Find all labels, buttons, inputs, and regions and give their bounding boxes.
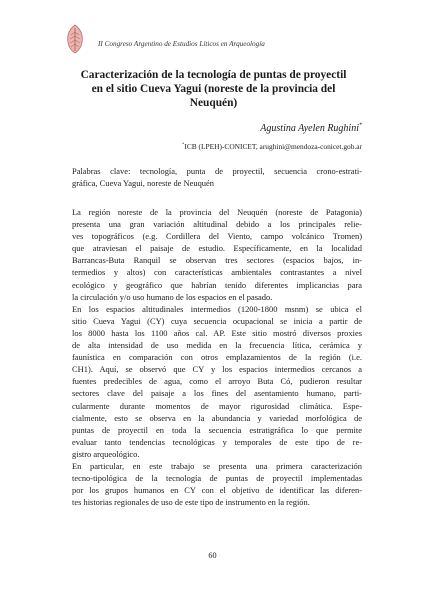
keywords [72, 165, 362, 189]
congress-logo-icon [63, 24, 87, 54]
article-title [66, 68, 361, 111]
keywords-line: Palabras clave: tecnología, punta de proyectil, secuencia crono-estrati- [72, 166, 362, 176]
title-line: Caracterización de la tecnología de puntas de proyectil [80, 69, 347, 81]
body-line: ecológico y geográfico que habrían tenido diferentes implicancias para [72, 279, 362, 290]
body-line: cialmente, esto se observa en la abundancia y variedad morfológica de [72, 412, 362, 423]
body-line: En particular, en este trabajo se presenta una primera caracterización [72, 460, 362, 471]
body-line: sitio Cueva Yagui (CY) cuya secuencia ocupacional se inicia a partir de [72, 315, 362, 326]
body-line: faunística en comparación con otros emplazamientos de la región (i.e. [72, 352, 362, 363]
title-line: Neuquén) [189, 97, 238, 110]
body-line: puntas de proyectil en toda la secuencia estratigráfica lo que permite [72, 424, 362, 435]
body-line: que atraviesan el paisaje de estudio. Específicamente, en la localidad [72, 243, 362, 254]
body-line: por los grupos humanos en CY con el objetivo de identificar las diferen- [72, 485, 362, 496]
body-line: cularmente durante momentos de mayor rigurosidad climática. Espe- [72, 400, 362, 411]
body-line: de alta intensidad de uso medida en la frecuencia lítica, cerámica y [72, 340, 362, 351]
body-line: tes historias regionales de uso de este tipo de instrumento en la región. [72, 497, 310, 508]
body-line: gistro arqueológico. [72, 448, 140, 459]
author-name-text: Agustina Ayelen Rughini [260, 123, 359, 134]
affiliation-footnote-mark: * [182, 141, 185, 147]
author-footnote-mark: * [359, 122, 362, 129]
body-line: los 8000 hasta los 1100 años cal. AP. Este sitio mostró diversos proxies [72, 327, 362, 338]
body-text [72, 206, 362, 508]
body-line: la circulación y/o uso humano de los espacios en el pasado. [72, 291, 273, 302]
affiliation-text: ICB (LPEH)-CONICET, arughini@mendoza-conicet.gob.ar [184, 142, 362, 151]
author-affiliation [112, 142, 362, 151]
body-line: sectores clave del paisaje a los fines del asentamiento humano, parti- [72, 388, 362, 399]
running-header: II Congreso Argentino de Estudios Líticos en Arqueología [98, 40, 265, 48]
page-number: 60 [208, 551, 217, 560]
body-line: ves topográficos (e.g. Cordillera del Viento, campo volcánico Tromen) [72, 231, 362, 242]
body-line: termedios y altos) con características ambientales contrastantes a nivel [72, 267, 362, 278]
title-line: en el sitio Cueva Yagui (noreste de la provincia del [91, 83, 336, 96]
body-line: tecno-tipológica de la tecnología de puntas de proyectil implementadas [72, 473, 362, 484]
body-line: En los espacios altitudinales intermedios (1200-1800 msnm) se ubica el [72, 303, 362, 314]
body-line: La región noreste de la provincia del Neuquén (noreste de Patagonia) [72, 207, 362, 217]
body-line: evaluar tanto tendencias tecnológicas y temporales de este tipo de re- [72, 436, 362, 447]
body-line: presenta una gran variación altitudinal debido a los principales relie- [72, 219, 362, 230]
body-line: fuentes predecibles de agua, como el arroyo Buta Có, pudieron resultar [72, 376, 362, 387]
author-name [112, 123, 362, 134]
body-line: CH1). Aquí, se observó que CY y los espacios intermedios cercanos a [72, 364, 362, 375]
keywords-line: gráfica, Cueva Yagui, noreste de Neuquén [72, 178, 214, 189]
body-line: Barrancas-Buta Ranquil se observan tres sectores (espacios bajos, in- [72, 255, 362, 266]
